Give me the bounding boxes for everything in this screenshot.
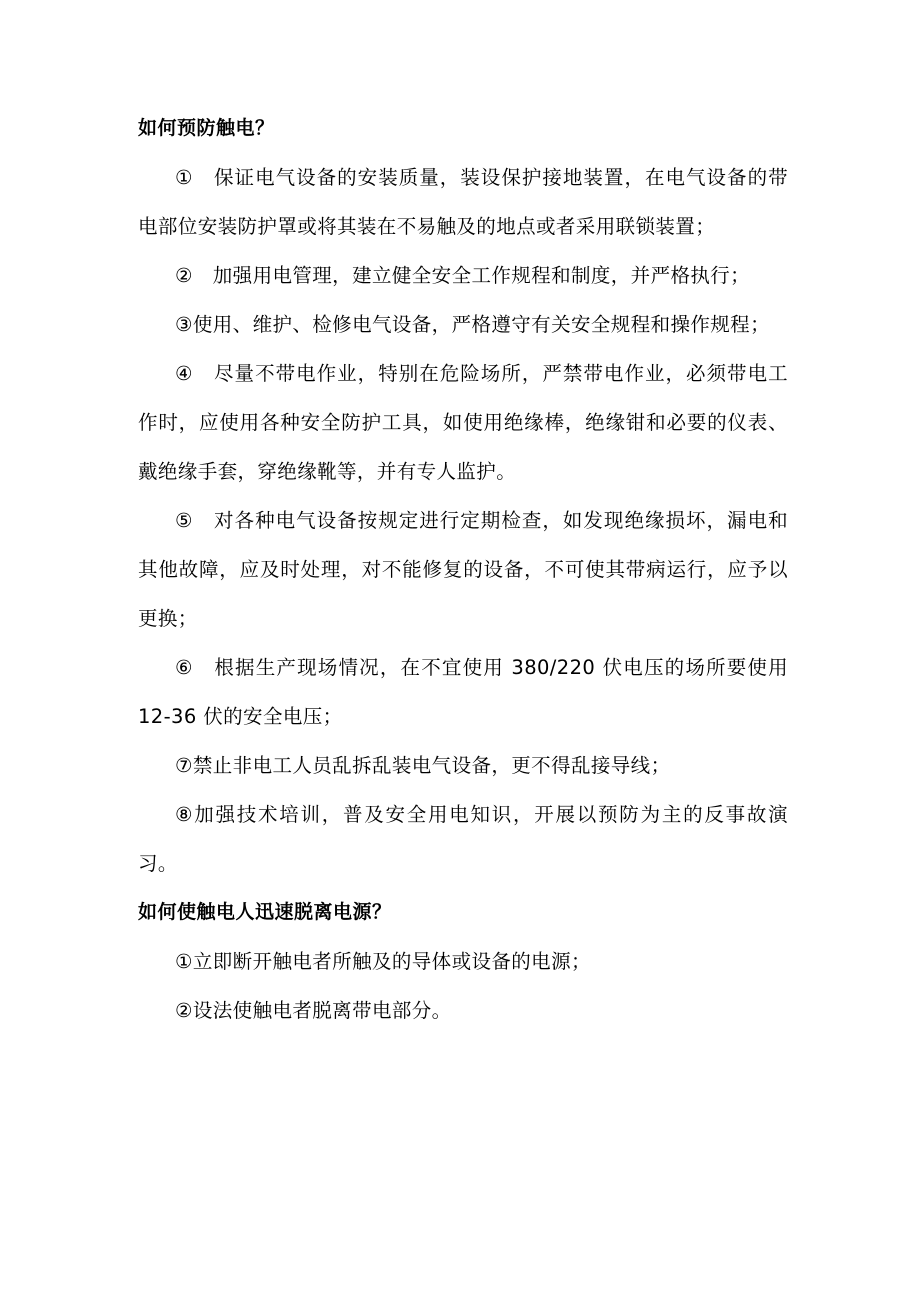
- list-item-prevent-5: ⑤ 对各种电气设备按规定进行定期检查，如发现绝缘损坏，漏电和其他故障，应及时处理，对不能修复的设备，不可使其带病运行，应予以更换；: [138, 509, 788, 630]
- list-item-prevent-4: ④ 尽量不带电作业，特别在危险场所，严禁带电作业，必须带电工作时，应使用各种安全防护工具，如使用绝缘棒，绝缘钳和必要的仪表、戴绝缘手套，穿绝缘靴等，并有专人监护。: [138, 362, 788, 483]
- list-item-prevent-6: ⑥ 根据生产现场情况，在不宜使用 380/220 伏电压的场所要使用 12-36 伏的安全电压；: [138, 656, 788, 728]
- document-page: [138, 104, 788, 1035]
- list-item-prevent-8: ⑧加强技术培训，普及安全用电知识，开展以预防为主的反事故演习。: [138, 803, 788, 875]
- list-item-rescue-2: ②设法使触电者脱离带电部分。: [175, 999, 452, 1022]
- list-item-prevent-3: ③使用、维护、检修电气设备，严格遵守有关安全规程和操作规程；: [175, 313, 770, 336]
- list-item-rescue-1: ①立即断开触电者所触及的导体或设备的电源；: [175, 950, 591, 973]
- section-heading-prevent-shock: 如何预防触电？: [138, 117, 275, 139]
- list-item-prevent-7: ⑦禁止非电工人员乱拆乱装电气设备，更不得乱接导线；: [175, 754, 671, 777]
- list-item-prevent-1: ① 保证电气设备的安装质量，装设保护接地装置，在电气设备的带电部位安装防护罩或将其装在不易触及的地点或者采用联锁装置；: [138, 166, 788, 238]
- section-heading-rescue: 如何使触电人迅速脱离电源？: [138, 901, 392, 923]
- list-item-prevent-2: ② 加强用电管理，建立健全安全工作规程和制度，并严格执行；: [175, 264, 751, 287]
